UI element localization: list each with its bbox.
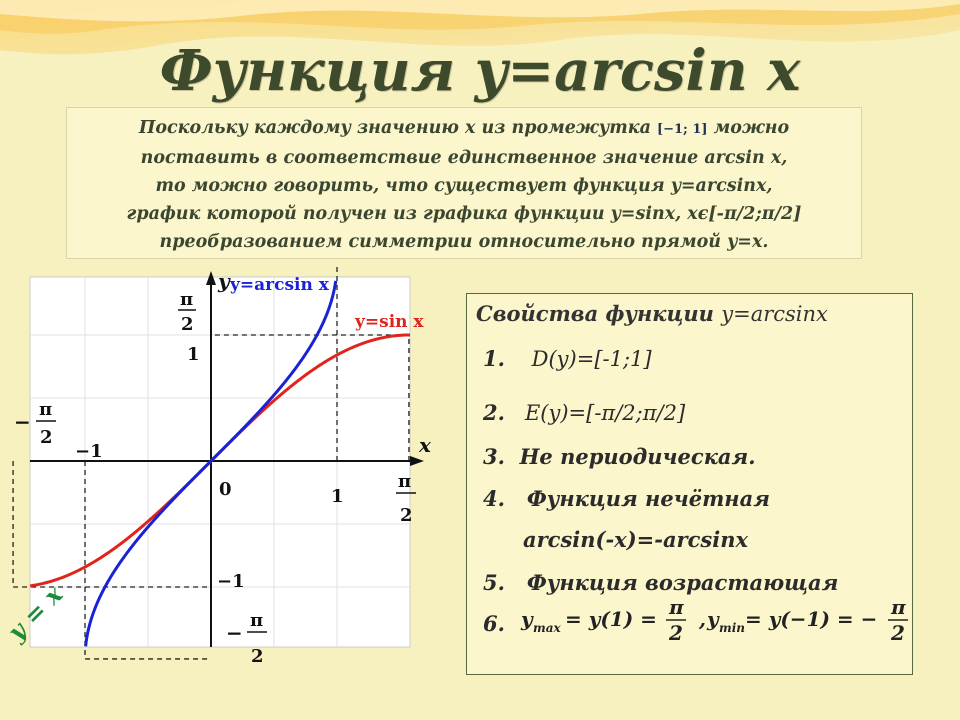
- tick-label-x-neg-pi-den: 2: [40, 427, 53, 448]
- properties-box: [466, 293, 913, 675]
- tick-label-y-1: 1: [187, 344, 200, 365]
- property-1-text: D(y)=[-1;1]: [531, 347, 652, 371]
- intro-line-1-end: можно: [713, 118, 790, 138]
- property-2: [483, 400, 685, 425]
- property-4-number: 4.: [483, 486, 505, 511]
- properties-heading-function: y=arcsinx: [721, 302, 828, 326]
- property-5-number: 5.: [483, 570, 505, 595]
- ymin-subscript: min: [719, 621, 745, 635]
- formula-comma: ,: [699, 607, 706, 631]
- origin-label: 0: [219, 479, 232, 500]
- tick-label-x-1: 1: [331, 486, 344, 507]
- tick-label-y-neg-pi-minus: −: [226, 621, 243, 645]
- properties-heading: [476, 301, 828, 326]
- series-label-arcsin: y=arcsin x: [230, 275, 329, 295]
- tick-label-y-pi-den: 2: [181, 314, 194, 335]
- ymax-pi: π: [669, 595, 684, 619]
- property-4-text: Функция нечётная: [526, 486, 770, 511]
- ymin-equation: = y(−1) = −: [745, 607, 878, 631]
- tick-label-y-pi-num: π: [180, 289, 194, 310]
- property-4-formula: arcsin(-x)=-arcsinx: [523, 527, 748, 552]
- slide-title: Функция y=arcsin x: [159, 38, 801, 104]
- tick-label-x-minus-1: −1: [75, 441, 103, 462]
- intro-line-2: поставить в соответствие единственное значение arcsin x,: [140, 148, 788, 168]
- properties-heading-text: Свойства функции: [476, 301, 714, 326]
- series-label-sin: y=sin x: [355, 312, 424, 332]
- property-5-text: Функция возрастающая: [526, 570, 839, 595]
- property-3-text: Не периодическая.: [519, 444, 756, 469]
- tick-label-y-neg-pi-num: π: [250, 610, 264, 631]
- intro-line-1-start: Поскольку каждому значению x из промежутка: [138, 118, 651, 138]
- property-1: [483, 346, 652, 371]
- x-axis-label: x: [419, 433, 431, 457]
- property-3: [483, 444, 756, 469]
- ymax-subscript: max: [533, 621, 561, 635]
- tick-label-x-neg-pi-minus: −: [14, 410, 31, 434]
- intro-text-box: [66, 107, 862, 259]
- intro-line-4: график которой получен из графика функции y=sinx, xϵ[-π/2;π/2]: [126, 204, 802, 224]
- property-5: [483, 570, 838, 595]
- tick-label-x-pi-den: 2: [400, 505, 413, 526]
- intro-line-1: [77, 114, 851, 144]
- property-2-text: E(y)=[-π/2;π/2]: [524, 401, 686, 425]
- ymax-two: 2: [669, 621, 683, 645]
- y-axis-label: y: [218, 269, 230, 293]
- tick-label-x-pi-num: π: [398, 471, 412, 492]
- intro-line-5: преобразованием симметрии относительно прямой y=x.: [159, 232, 769, 252]
- property-6-number: 6.: [483, 611, 505, 636]
- series-label-identity: y = x: [1, 579, 69, 647]
- intro-line-3: то можно говорить, что существует функция y=arcsinx,: [155, 176, 773, 196]
- tick-label-x-neg-pi-num: π: [39, 399, 53, 420]
- ymax-equation: = y(1) =: [565, 607, 657, 631]
- property-4: [483, 486, 770, 511]
- property-6-formula: [519, 594, 911, 652]
- function-graph: [0, 265, 460, 685]
- property-1-number: 1.: [483, 346, 505, 371]
- ymin-two: 2: [891, 621, 905, 645]
- tick-label-y-neg-pi-den: 2: [251, 646, 264, 667]
- property-2-number: 2.: [483, 400, 505, 425]
- ymin-pi: π: [891, 595, 906, 619]
- ymin-y: y: [707, 607, 719, 631]
- tick-label-y-minus-1: −1: [217, 571, 245, 592]
- property-3-number: 3.: [483, 444, 505, 469]
- x-axis-arrow: [410, 456, 424, 466]
- interval-label: [−1; 1]: [656, 122, 708, 137]
- ymax-y: y: [521, 607, 533, 631]
